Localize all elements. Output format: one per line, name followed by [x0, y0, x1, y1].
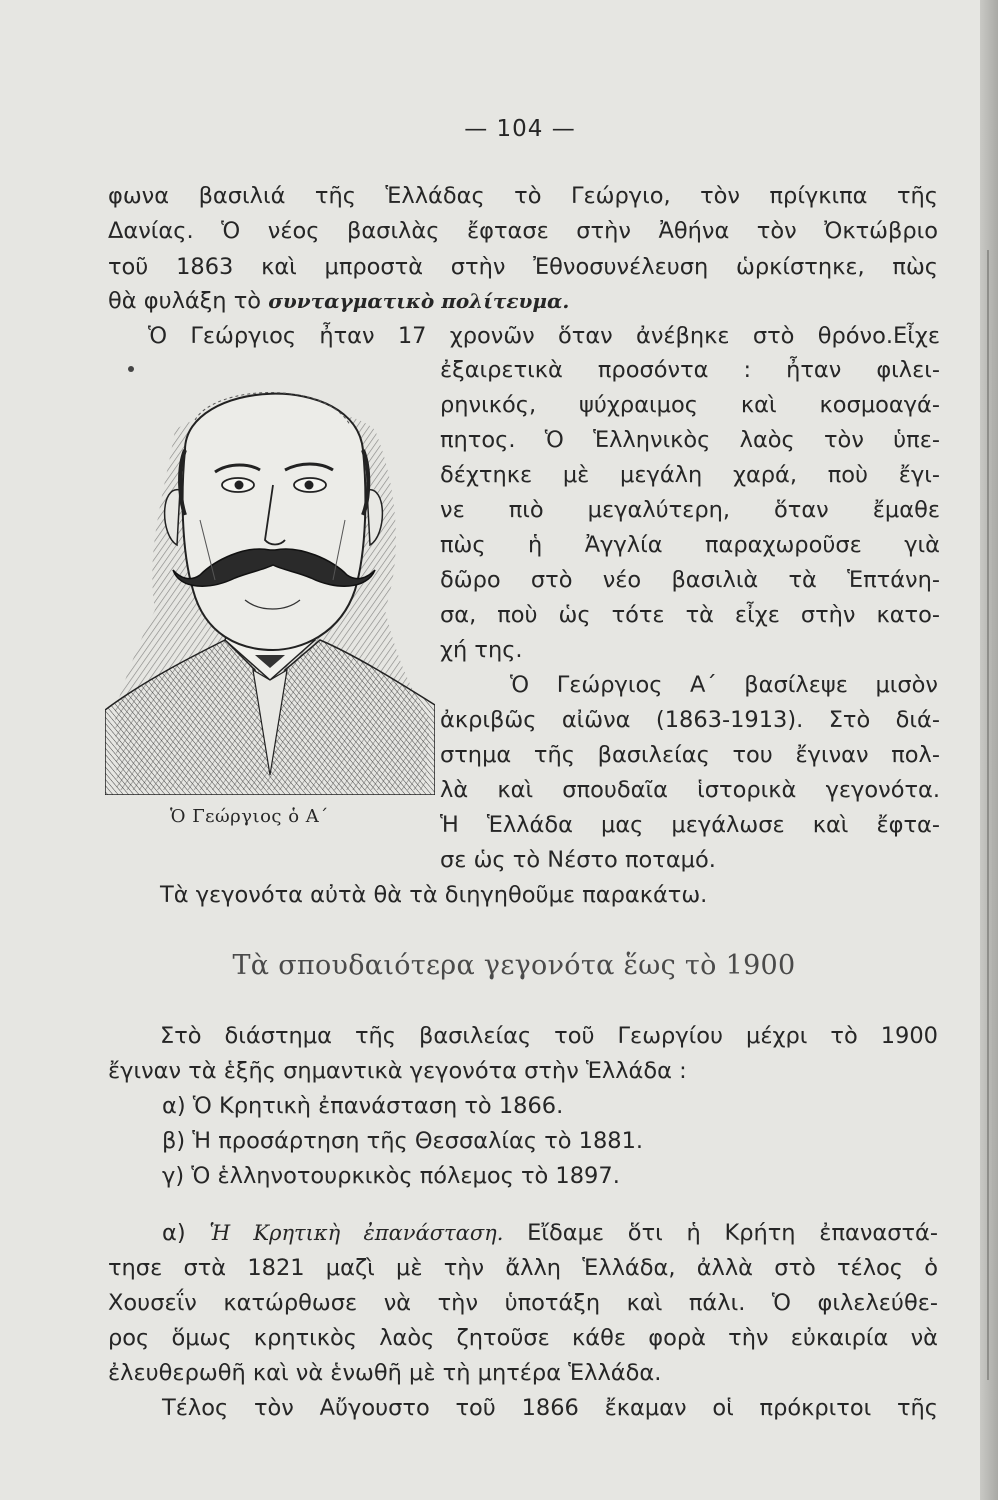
text-line: Ἡ Ἑλλάδα μας μεγάλωσε καὶ ἔφτα-	[440, 812, 940, 838]
text-span: θὰ φυλάξη τὸ	[108, 288, 269, 314]
text-line: δέχτηκε μὲ μεγάλη χαρά, ποὺ ἔγι-	[440, 462, 940, 488]
italic-term: συνταγματικὸ πολίτευμα.	[268, 289, 570, 313]
text-line: πητος. Ὁ Ἑλληνικὸς λαὸς τὸν ὑπε-	[440, 427, 940, 453]
text-span: Εἴδαμε ὅτι ἡ Κρήτη ἐπαναστά-	[503, 1220, 938, 1246]
page-edge	[980, 0, 998, 1500]
text-line: φωνα βασιλιά τῆς Ἑλλάδας τὸ Γεώργιο, τὸν πρίγκιπα τῆς	[108, 183, 938, 209]
text-line: Τέλος τὸν Αὔγουστο τοῦ 1866 ἔκαμαν οἱ πρόκριτοι τῆς	[162, 1395, 938, 1421]
text-line: τησε στὰ 1821 μαζὶ μὲ τὴν ἄλλη Ἑλλάδα, ἀλλὰ στὸ τέλος ὁ	[108, 1255, 938, 1281]
text-line: Τὰ γεγονότα αὐτὰ θὰ τὰ διηγηθοῦμε παρακάτω.	[160, 882, 708, 908]
list-item: β) Ἡ προσάρτηση τῆς Θεσσαλίας τὸ 1881.	[162, 1128, 644, 1154]
text-line: τοῦ 1863 καὶ μπροστὰ στὴν Ἐθνοσυνέλευση ὡρκίστηκε, πὼς	[108, 254, 938, 280]
text-line: πὼς ἡ Ἀγγλία παραχωροῦσε γιὰ	[440, 532, 940, 558]
text-line: Χουσεΐν κατώρθωσε νὰ τὴν ὑποτάξη καὶ πάλι. Ὁ φιλελεύθε-	[108, 1290, 938, 1316]
text-line: ἐλευθερωθῆ καὶ νὰ ἑνωθῆ μὲ τὴ μητέρα Ἑλλάδα.	[108, 1360, 662, 1386]
italic-term: Ἡ Κρητικὴ ἐπανάσταση.	[209, 1221, 504, 1245]
portrait-caption: Ὁ Γεώργιος ὁ Α΄	[170, 806, 329, 827]
list-item: γ) Ὁ ἑλληνοτουρκικὸς πόλεμος τὸ 1897.	[162, 1163, 620, 1189]
list-item: α) Ὁ Κρητικὴ ἐπανάσταση τὸ 1866.	[162, 1093, 564, 1119]
page-fold	[987, 250, 989, 1380]
text-line: ἀκριβῶς αἰῶνα (1863-1913). Στὸ διά-	[440, 707, 940, 733]
text-line: Ὁ Γεώργιος Α΄ βασίλεψε μισὸν	[510, 672, 938, 698]
section-heading: Τὰ σπουδαιότερα γεγονότα ἕως τὸ 1900	[232, 950, 796, 981]
text-line: σα, ποὺ ὡς τότε τὰ εἶχε στὴν κατο-	[440, 602, 940, 628]
text-span: α)	[162, 1220, 210, 1246]
page-fold-shadow	[992, 330, 994, 1210]
text-line: ρος ὅμως κρητικὸς λαὸς ζητοῦσε κάθε φορὰ τὴν εὐκαιρία νὰ	[108, 1325, 938, 1351]
text-line	[108, 285, 569, 317]
text-line: νε πιὸ μεγαλύτερη, ὅταν ἔμαθε	[440, 497, 940, 523]
page-number: — 104 —	[464, 116, 576, 142]
text-line: Δανίας. Ὁ νέος βασιλὰς ἔφτασε στὴν Ἀθήνα τὸν Ὀκτώβριο	[108, 218, 938, 244]
text-line: ρηνικός, ψύχραιμος καὶ κοσμοαγά-	[440, 392, 940, 418]
text-line: ἔγιναν τὰ ἑξῆς σημαντικὰ γεγονότα στὴν Ἑλλάδα :	[108, 1058, 687, 1084]
text-line: Ὁ Γεώργιος ἦταν 17 χρονῶν ὅταν ἀνέβηκε στὸ θρόνο.Εἶχε	[148, 323, 940, 349]
text-line: στημα τῆς βασιλείας του ἔγιναν πολ-	[440, 742, 940, 768]
text-line	[162, 1217, 938, 1249]
text-line: σε ὡς τὸ Νέστο ποταμό.	[440, 847, 716, 873]
text-line: ἐξαιρετικὰ προσόντα : ἦταν φιλει-	[440, 357, 940, 383]
text-line: λὰ καὶ σπουδαῖα ἱστορικὰ γεγονότα.	[440, 777, 940, 803]
portrait-engraving	[105, 350, 435, 795]
text-line: δῶρο στὸ νέο βασιλιὰ τὰ Ἑπτάνη-	[440, 567, 940, 593]
text-line: χή της.	[440, 637, 523, 663]
text-line: Στὸ διάστημα τῆς βασιλείας τοῦ Γεωργίου μέχρι τὸ 1900	[160, 1023, 938, 1049]
